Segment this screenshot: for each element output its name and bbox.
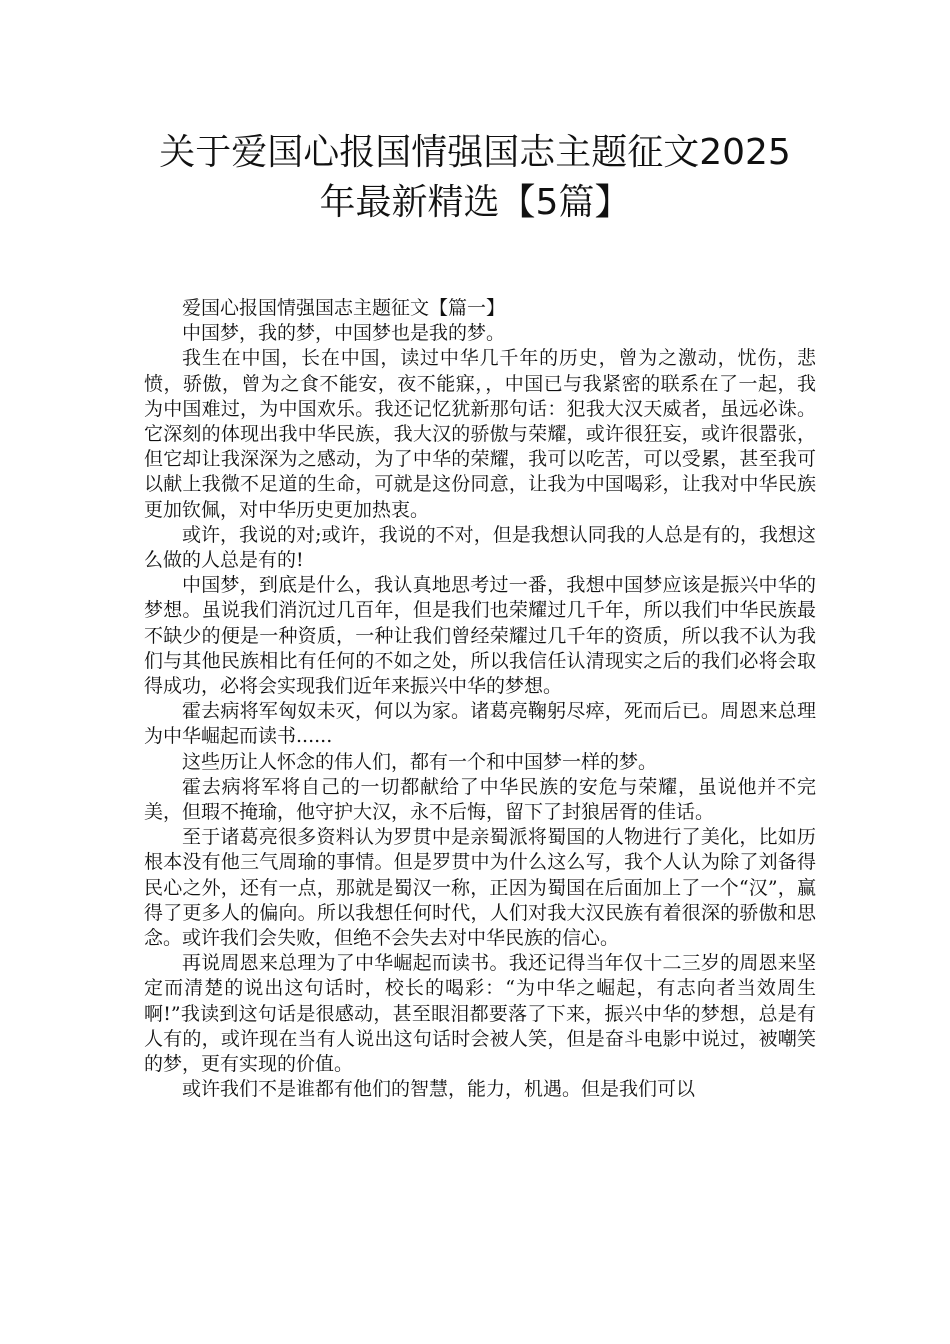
document-title bbox=[100, 128, 850, 228]
paragraph: 这些历让人怀念的伟人们，都有一个和中国梦一样的梦。 bbox=[182, 750, 658, 773]
paragraph: 霍去病将军将自己的一切都献给了中华民族的安危与荣耀，虽说他并不完美，但瑕不掩瑜，他守护大汉，永不后悔，留下了封狼居胥的佳话。 bbox=[144, 775, 816, 824]
paragraph: 或许，我说的对;或许，我说的不对，但是我想认同我的人总是有的，我想这么做的人总是有的! bbox=[144, 523, 816, 572]
document-title-line-1: 关于爱国心报国情强国志主题征文2025 bbox=[159, 132, 791, 173]
paragraph: 中国梦，到底是什么，我认真地思考过一番，我想中国梦应该是振兴中华的梦想。虽说我们消沉过几百年，但是我们也荣耀过几千年，所以我们中华民族最不缺少的便是一种资质，一种让我们曾经荣耀过几千年的资质，所以我不认为我们与其他民族相比有任何的不如之处，所以我信任认清现实之后的我们必将会取得成功，必将会实现我们近年来振兴中华的梦想。 bbox=[144, 574, 816, 698]
paragraph: 霍去病将军匈奴未灭，何以为家。诸葛亮鞠躬尽瘁，死而后已。周恩来总理为中华崛起而读书...... bbox=[144, 700, 816, 748]
document-body bbox=[144, 296, 816, 1103]
document-title-line-2: 年最新精选【5篇】 bbox=[319, 182, 631, 223]
paragraph: 至于诸葛亮很多资料认为罗贯中是亲蜀派将蜀国的人物进行了美化，比如历根本没有他三气周瑜的事情。但是罗贯中为什么这么写，我个人认为除了刘备得民心之外，还有一点，那就是蜀汉一称，正因为蜀国在后面加上了一个“汉”，赢得了更多人的偏向。所以我想任何时代，人们对我大汉民族有着很深的骄傲和思念。或许我们会失败，但绝不会失去对中华民族的信心。 bbox=[144, 826, 816, 950]
section-heading: 爱国心报国情强国志主题征文【篇一】 bbox=[182, 297, 506, 319]
paragraph: 我生在中国，长在中国，读过中华几千年的历史，曾为之激动，忧伤，悲愤，骄傲，曾为之食不能安，夜不能寐，，中国已与我紧密的联系在了一起，我为中国难过，为中国欢乐。我还记忆犹新那句话：犯我大汉天威者，虽远必诛。它深刻的体现出我中华民族，我大汉的骄傲与荣耀，或许很狂妄，或许很嚣张，但它却让我深深为之感动，为了中华的荣耀，我可以吃苦，可以受累，甚至我可以献上我微不足道的生命，可就是这份同意，让我为中国喝彩，让我对中华民族更加钦佩，对中华历史更加热衷。 bbox=[144, 347, 816, 521]
paragraph: 中国梦，我的梦，中国梦也是我的梦。 bbox=[182, 322, 506, 345]
paragraph: 再说周恩来总理为了中华崛起而读书。我还记得当年仅十二三岁的周恩来坚定而清楚的说出这句话时，校长的喝彩：“为中华之崛起，有志向者当效周生啊!”我读到这句话是很感动，甚至眼泪都要落了下来，振兴中华的梦想，总是有人有的，或许现在当有人说出这句话时会被人笑，但是奋斗电影中说过，被嘲笑的梦，更有实现的价值。 bbox=[144, 952, 816, 1076]
paragraph: 或许我们不是谁都有他们的智慧，能力，机遇。但是我们可以 bbox=[182, 1078, 696, 1101]
